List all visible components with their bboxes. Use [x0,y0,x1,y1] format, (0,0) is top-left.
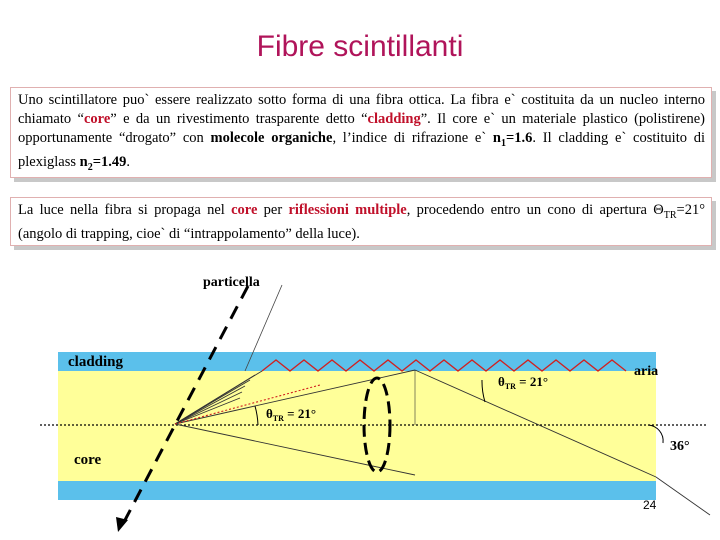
core-term: core [231,202,258,218]
page-title: Fibre scintillanti [256,30,464,63]
exit-ray [656,477,710,515]
label-particella: particella [203,275,260,290]
riflessioni-term: riflessioni multiple [288,202,407,218]
label-core: core [74,452,102,468]
propagation-text: La luce nella fibra si propaga nel core per riflessioni multiple, procedendo entro un cono di apertura $\Theta_{TR}=21^\circ$ (angolo di trapping, cioe` di “intrappolamento” della luce). [18,202,705,242]
page-number: 24 [643,498,657,512]
description-text: Uno scintillatore puo` essere realizzato sotto forma di una fibra ottica. La fibra e` costituita da un nucleo interno chiamato “core” e da un rivestimento trasparente detto “cladding”. Il core e` un materiale plastico (polistirene) opportunamente “drogato” con molecole organiche, l’indice di rifrazione e` $n_1=1.6$. Il cladding e` costituito di plexiglass $n_2=1.49$. [18,92,705,173]
core-term: core [83,111,111,127]
n1-value: $n_1=1.6$ [492,130,533,149]
label-angle-out: 36° [670,439,690,454]
cladding-bottom [58,481,656,500]
theta-tr: $\Theta_{TR}$ [653,202,677,221]
molecole-term: molecole organiche [210,130,333,146]
label-angle-top: $\theta_{TR} = 21^\circ$ [498,374,549,391]
label-angle-mid: $\theta_{TR} = 21^\circ$ [266,406,317,423]
n2-value: $n_2=1.49$ [79,153,127,173]
cladding-term: cladding [367,111,421,127]
label-aria: aria [634,364,659,379]
core-region [58,371,656,481]
label-cladding: cladding [68,354,124,370]
